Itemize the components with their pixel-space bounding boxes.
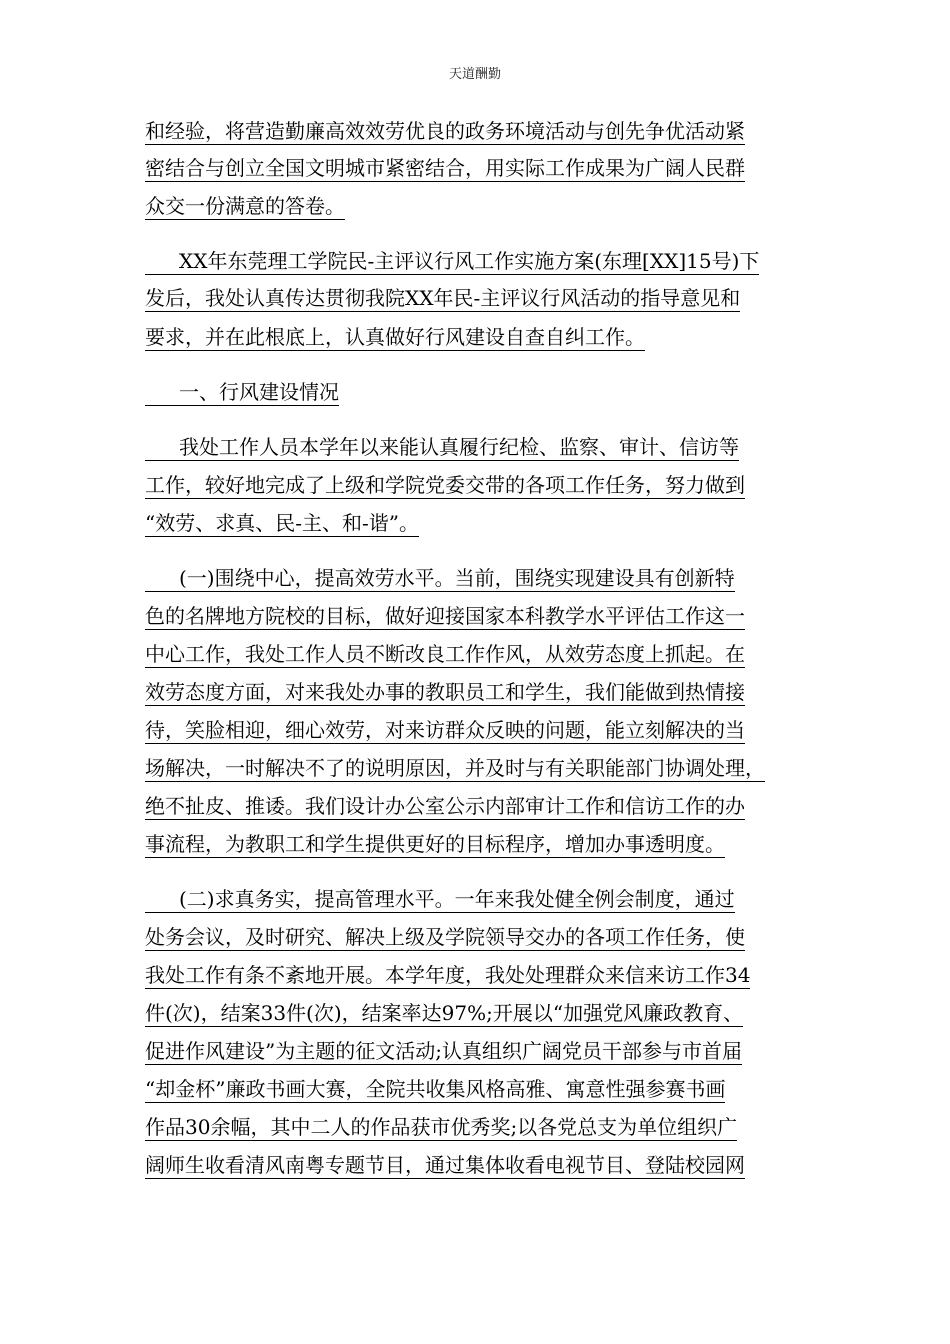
paragraph-line: (一)围绕中心，提高效劳水平。当前，围绕实现建设具有创新特 xyxy=(145,565,735,592)
paragraph-line: 发后，我处认真传达贯彻我院XX年民-主评议行风活动的指导意见和 xyxy=(145,286,741,310)
paragraph-line: 色的名牌地方院校的目标，做好迎接国家本科教学水平评估工作这一 xyxy=(145,604,745,628)
paragraph-line: 促进作风建设”为主题的征文活动;认真组织广阔党员干部参与市首届 xyxy=(145,1039,742,1063)
paragraph-line: 效劳态度方面，对来我处办事的教职员工和学生，我们能做到热情接 xyxy=(145,680,745,704)
paragraph-line: 事流程，为教职工和学生提供更好的目标程序，增加办事透明度。 xyxy=(145,832,725,856)
paragraph-line: 场解决，一时解决不了的说明原因，并及时与有关职能部门协调处理， xyxy=(145,756,765,780)
heading-line: 一、行风建设情况 xyxy=(145,379,339,406)
paragraph-line: 待，笑脸相迎，细心效劳，对来访群众反映的问题，能立刻解决的当 xyxy=(145,718,745,742)
paragraph-line: 我处工作有条不紊地开展。本学年度，我处处理群众来信来访工作34 xyxy=(145,963,751,987)
paragraph-line: “却金杯”廉政书画大赛，全院共收集风格高雅、寓意性强参赛书画 xyxy=(145,1077,726,1101)
paragraph-line: “效劳、求真、民-主、和-谐”。 xyxy=(145,511,419,535)
paragraph-line: (二)求真务实，提高管理水平。一年来我处健全例会制度，通过 xyxy=(145,886,735,913)
paragraph-line: 阔师生收看清风南粤专题节目，通过集体收看电视节目、登陆校园网 xyxy=(145,1153,745,1177)
paragraph-line: 处务会议，及时研究、解决上级及学院领导交办的各项工作任务，使 xyxy=(145,925,745,949)
page-header: 天道酬勤 xyxy=(448,67,501,82)
paragraph-line: 密结合与创立全国文明城市紧密结合，用实际工作成果为广阔人民群 xyxy=(145,156,745,180)
paragraph-line: XX年东莞理工学院民-主评议行风工作实施方案(东理[XX]15号)下 xyxy=(145,248,759,275)
paragraph-line: 绝不扯皮、推诿。我们设计办公室公示内部审计工作和信访工作的办 xyxy=(145,794,745,818)
paragraph-line: 工作，较好地完成了上级和学院党委交带的各项工作任务，努力做到 xyxy=(145,473,745,497)
paragraph-line: 要求，并在此根底上，认真做好行风建设自查自纠工作。 xyxy=(145,325,645,349)
paragraph-line: 众交一份满意的答卷。 xyxy=(145,194,345,218)
paragraph-line: 中心工作，我处工作人员不断改良工作作风，从效劳态度上抓起。在 xyxy=(145,642,745,666)
paragraph-line: 和经验，将营造勤廉高效效劳优良的政务环境活动与创先争优活动紧 xyxy=(145,119,745,143)
paragraph-line: 件(次)，结案33件(次)，结案率达97%;开展以“加强党风廉政教育、 xyxy=(145,1001,744,1025)
paragraph-line: 作品30余幅，其中二人的作品获市优秀奖;以各党总支为单位组织广 xyxy=(145,1115,738,1139)
paragraph-line: 我处工作人员本学年以来能认真履行纪检、监察、审计、信访等 xyxy=(145,434,739,461)
